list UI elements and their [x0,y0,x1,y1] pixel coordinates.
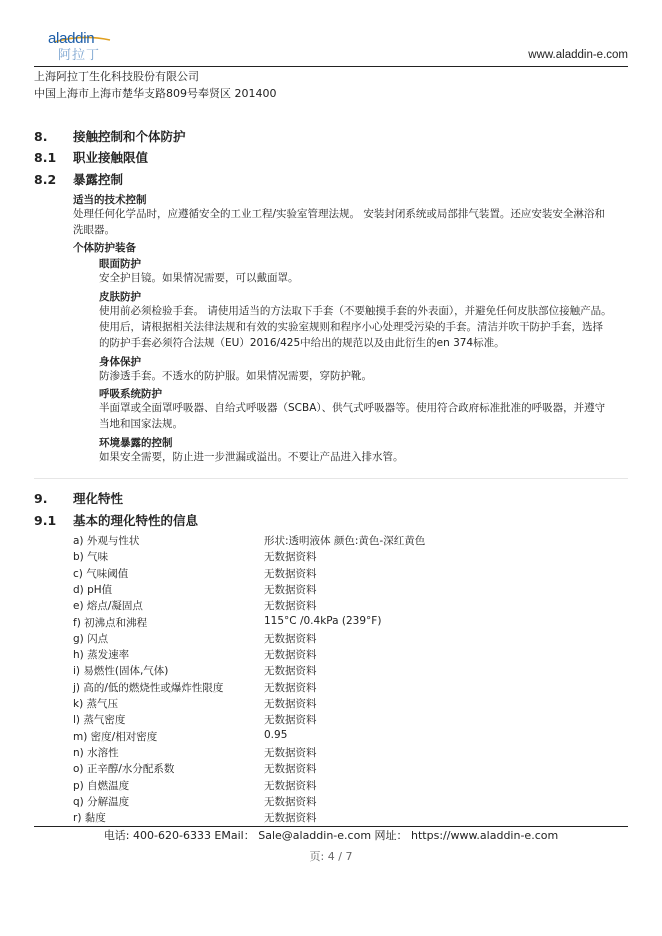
property-name: f) 初沸点和沸程 [73,616,148,629]
property-name: h) 蒸发速率 [73,649,130,662]
property-name: q) 分解温度 [73,795,130,808]
property-value: 0.95 [264,728,288,741]
property-value: 无数据资料 [264,812,317,825]
property-value: 无数据资料 [264,583,317,596]
section-number: 8. [34,129,48,144]
aladdin-logo [48,30,118,63]
property-value: 无数据资料 [264,600,317,613]
property-name: g) 闪点 [73,632,109,645]
section-title: 职业接触限值 [73,150,149,165]
property-name: d) pH值 [73,583,113,596]
property-value: 无数据资料 [264,795,317,808]
ppe-heading: 个体防护装备 [73,242,136,254]
property-value: 无数据资料 [264,632,317,645]
property-value: 无数据资料 [264,681,317,694]
section-title: 接触控制和个体防护 [73,129,186,144]
property-name: j) 高的/低的燃烧性或爆炸性限度 [73,681,224,694]
body-protection-heading: 身体保护 [99,356,141,368]
section-title: 暴露控制 [73,172,124,187]
property-name: o) 正辛醇/水分配系数 [73,763,175,776]
property-value: 无数据资料 [264,649,317,662]
skin-protection-text-1: 使用前必须检验手套。 请使用适当的方法取下手套（不要触摸手套的外表面），并避免任何皮肤部位接触产品。 [99,305,612,317]
environmental-exposure-text: 如果安全需要，防止进一步泄漏或溢出。不要让产品进入排水管。 [99,451,404,463]
property-value: 无数据资料 [264,665,317,678]
property-name: n) 水溶性 [73,746,119,759]
section-number: 9. [34,491,48,506]
section-number: 8.2 [34,172,57,187]
property-value: 无数据资料 [264,779,317,792]
company-address: 中国上海市上海市楚华支路809号奉贤区 201400 [34,87,277,100]
body-protection-text: 防渗透手套。不透水的防护服。如果情况需要，穿防护靴。 [99,370,372,382]
property-name: p) 自燃温度 [73,779,130,792]
section-number: 9.1 [34,513,57,528]
respiratory-protection-text-2: 当地和国家法规。 [99,418,183,430]
respiratory-protection-text-1: 半面罩或全面罩呼吸器、自给式呼吸器（SCBA）、供气式呼吸器等。使用符合政府标准批准的呼吸器，并遵守 [99,402,606,414]
skin-protection-text-2: 使用后，请根据相关法律法规和有效的实验室规则和程序小心处理受污染的手套。清洁并吹干防护手套，选择 [99,321,603,333]
property-name: i) 易燃性(固体,气体) [73,665,169,678]
property-name: b) 气味 [73,551,109,564]
section-9-heading [34,489,123,507]
section-9-1-heading [34,511,198,529]
logo-text-en: aladdin [48,30,95,47]
section-8-2-heading [34,170,123,188]
property-value: 无数据资料 [264,714,317,727]
footer-contact: 电话: 400-620-6333 EMail： Sale@aladdin-e.com 网址： https://www.aladdin-e.com [103,829,559,842]
property-value: 形状:透明液体 颜色:黄色-深红黄色 [264,535,426,547]
property-name: m) 密度/相对密度 [73,730,158,743]
property-value: 无数据资料 [264,746,317,759]
property-value: 无数据资料 [264,551,317,564]
eye-protection-text: 安全护目镜。如果情况需要，可以戴面罩。 [99,272,299,284]
property-name: e) 熔点/凝固点 [73,600,143,613]
property-value: 无数据资料 [264,567,317,580]
skin-protection-heading: 皮肤防护 [99,291,141,303]
property-value: 无数据资料 [264,698,317,710]
section-8-heading [34,127,186,145]
property-name: l) 蒸气密度 [73,714,126,727]
respiratory-protection-heading: 呼吸系统防护 [99,388,162,400]
skin-protection-text-3: 的防护手套必须符合法规（EU）2016/425中给出的规范以及由此衍生的en 374标准。 [99,337,505,349]
property-value: 无数据资料 [264,763,317,776]
environmental-exposure-heading: 环境暴露的控制 [99,437,173,449]
property-value: 115°C /0.4kPa (239°F) [264,614,382,627]
website-url[interactable]: www.aladdin-e.com [528,49,628,61]
section-8-1-heading [34,148,148,166]
eye-protection-heading: 眼面防护 [99,258,141,270]
logo-text-cn: 阿拉丁 [58,48,101,63]
engineering-controls-text-2: 洗眼器。 [73,224,115,236]
property-name: r) 黏度 [73,812,106,825]
property-name: c) 气味阈值 [73,567,129,580]
section-number: 8.1 [34,150,57,165]
page-number: 页: 4 / 7 [309,850,353,863]
engineering-controls-heading: 适当的技术控制 [73,194,147,206]
property-name: a) 外观与性状 [73,535,140,547]
header-divider [34,66,628,67]
section-divider [34,478,628,479]
property-name: k) 蒸气压 [73,698,119,710]
section-title: 理化特性 [73,491,124,506]
section-title: 基本的理化特性的信息 [73,513,199,528]
engineering-controls-text-1: 处理任何化学品时，应遵循安全的工业工程/实验室管理法规。 安装封闭系统或局部排气装置。还应安装安全淋浴和 [73,208,605,220]
company-name: 上海阿拉丁生化科技股份有限公司 [34,70,199,83]
